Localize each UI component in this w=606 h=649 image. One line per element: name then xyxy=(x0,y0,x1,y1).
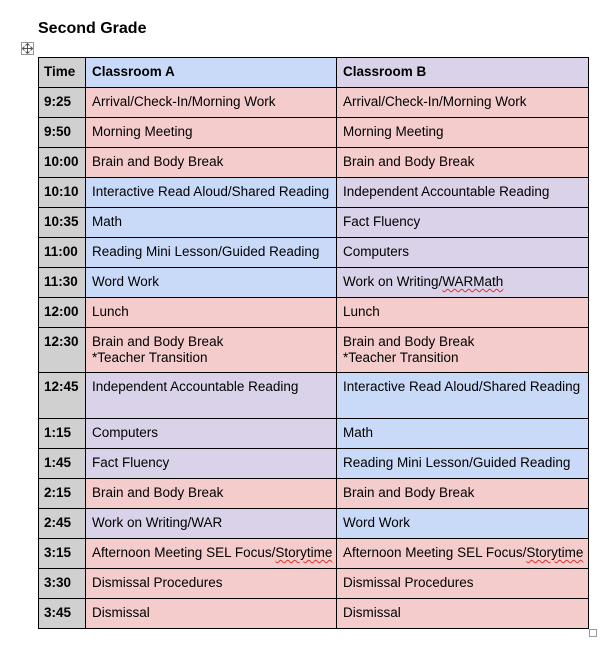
header-row xyxy=(39,58,589,88)
activity-text: Computers xyxy=(343,244,410,259)
table-row xyxy=(39,148,589,178)
activity-text: Morning Meeting xyxy=(92,124,193,139)
classroom-a-cell xyxy=(86,569,337,599)
spellcheck-word: WARMath xyxy=(442,274,504,289)
activity-text: *Teacher Transition xyxy=(92,350,208,365)
classroom-a-cell xyxy=(86,268,337,298)
activity-text: Brain and Body Break xyxy=(92,485,224,500)
activity-text: *Teacher Transition xyxy=(343,350,459,365)
table-row xyxy=(39,373,589,419)
activity-text: Word Work xyxy=(343,515,411,530)
classroom-a-cell xyxy=(86,449,337,479)
spellcheck-word: Storytime xyxy=(275,545,333,560)
classroom-a-cell xyxy=(86,419,337,449)
classroom-b-cell xyxy=(337,539,589,569)
activity-text: Afternoon Meeting SEL Focus/Storytime xyxy=(343,545,584,560)
classroom-b-cell xyxy=(337,208,589,238)
activity-text: Fact Fluency xyxy=(343,214,421,229)
classroom-a-cell xyxy=(86,238,337,268)
activity-text: Arrival/Check-In/Morning Work xyxy=(343,94,527,109)
activity-text: Arrival/Check-In/Morning Work xyxy=(92,94,276,109)
time-cell: 2:15 xyxy=(39,479,86,509)
activity-text: Afternoon Meeting SEL Focus/Storytime xyxy=(92,545,333,560)
classroom-a-cell xyxy=(86,373,337,419)
time-cell: 11:30 xyxy=(39,268,86,298)
table-row xyxy=(39,238,589,268)
time-cell: 1:45 xyxy=(39,449,86,479)
activity-text: Brain and Body Break xyxy=(92,154,224,169)
activity-text: Reading Mini Lesson/Guided Reading xyxy=(343,455,571,470)
time-cell: 3:45 xyxy=(39,599,86,629)
activity-text: Math xyxy=(92,214,123,229)
time-cell: 10:00 xyxy=(39,148,86,178)
activity-text: Dismissal Procedures xyxy=(92,575,223,590)
spellcheck-word: Storytime xyxy=(526,545,584,560)
move-arrows-icon xyxy=(22,43,33,54)
activity-text: Brain and Body Break xyxy=(343,334,475,349)
classroom-b-cell xyxy=(337,268,589,298)
table-resize-handle[interactable] xyxy=(589,629,597,637)
activity-text: Math xyxy=(343,425,374,440)
table-row xyxy=(39,178,589,208)
activity-text: Fact Fluency xyxy=(92,455,170,470)
table-row xyxy=(39,509,589,539)
activity-text: Dismissal Procedures xyxy=(343,575,474,590)
time-cell: 10:10 xyxy=(39,178,86,208)
table-row xyxy=(39,88,589,118)
time-cell: 11:00 xyxy=(39,238,86,268)
classroom-a-cell xyxy=(86,479,337,509)
classroom-b-cell xyxy=(337,449,589,479)
classroom-a-cell xyxy=(86,328,337,373)
header-classroom-a: Classroom A xyxy=(86,58,337,88)
classroom-b-cell xyxy=(337,88,589,118)
table-row xyxy=(39,298,589,328)
activity-text: Reading Mini Lesson/Guided Reading xyxy=(92,244,320,259)
activity-text: Independent Accountable Reading xyxy=(92,379,299,394)
activity-text: Work on Writing/WARMath xyxy=(343,274,504,289)
classroom-b-cell xyxy=(337,509,589,539)
classroom-a-cell xyxy=(86,118,337,148)
time-cell: 2:45 xyxy=(39,509,86,539)
time-cell: 9:25 xyxy=(39,88,86,118)
table-row xyxy=(39,328,589,373)
activity-text: Lunch xyxy=(92,304,129,319)
classroom-b-cell xyxy=(337,118,589,148)
classroom-b-cell xyxy=(337,328,589,373)
classroom-a-cell xyxy=(86,599,337,629)
table-row xyxy=(39,419,589,449)
time-cell: 12:00 xyxy=(39,298,86,328)
classroom-b-cell xyxy=(337,569,589,599)
classroom-a-cell xyxy=(86,298,337,328)
classroom-b-cell xyxy=(337,419,589,449)
table-row xyxy=(39,118,589,148)
time-cell: 3:30 xyxy=(39,569,86,599)
activity-text: Brain and Body Break xyxy=(343,154,475,169)
classroom-a-cell xyxy=(86,178,337,208)
table-row xyxy=(39,449,589,479)
classroom-a-cell xyxy=(86,509,337,539)
time-cell: 10:35 xyxy=(39,208,86,238)
activity-text: Brain and Body Break xyxy=(343,485,475,500)
table-row xyxy=(39,268,589,298)
activity-text: Brain and Body Break xyxy=(92,334,224,349)
classroom-b-cell xyxy=(337,373,589,419)
table-row xyxy=(39,208,589,238)
time-cell: 12:45 xyxy=(39,373,86,419)
activity-text: Independent Accountable Reading xyxy=(343,184,550,199)
classroom-b-cell xyxy=(337,599,589,629)
classroom-b-cell xyxy=(337,238,589,268)
table-row xyxy=(39,569,589,599)
classroom-a-cell xyxy=(86,539,337,569)
header-time: Time xyxy=(39,58,86,88)
activity-text: Interactive Read Aloud/Shared Reading xyxy=(92,184,330,199)
header-classroom-b: Classroom B xyxy=(337,58,589,88)
classroom-b-cell xyxy=(337,479,589,509)
activity-text: Work on Writing/WAR xyxy=(92,515,223,530)
classroom-b-cell xyxy=(337,298,589,328)
classroom-b-cell xyxy=(337,178,589,208)
time-cell: 3:15 xyxy=(39,539,86,569)
activity-text: Morning Meeting xyxy=(343,124,444,139)
activity-text: Lunch xyxy=(343,304,380,319)
classroom-a-cell xyxy=(86,208,337,238)
time-cell: 12:30 xyxy=(39,328,86,373)
activity-text: Dismissal xyxy=(92,605,150,620)
schedule-table xyxy=(38,57,589,629)
table-row xyxy=(39,599,589,629)
time-cell: 1:15 xyxy=(39,419,86,449)
activity-text: Dismissal xyxy=(343,605,401,620)
page-title: Second Grade xyxy=(38,20,147,37)
table-move-handle[interactable] xyxy=(21,42,34,55)
classroom-a-cell xyxy=(86,148,337,178)
activity-text: Word Work xyxy=(92,274,160,289)
table-row xyxy=(39,539,589,569)
activity-text: Interactive Read Aloud/Shared Reading xyxy=(343,379,581,394)
activity-text: Computers xyxy=(92,425,159,440)
classroom-b-cell xyxy=(337,148,589,178)
classroom-a-cell xyxy=(86,88,337,118)
time-cell: 9:50 xyxy=(39,118,86,148)
table-row xyxy=(39,479,589,509)
